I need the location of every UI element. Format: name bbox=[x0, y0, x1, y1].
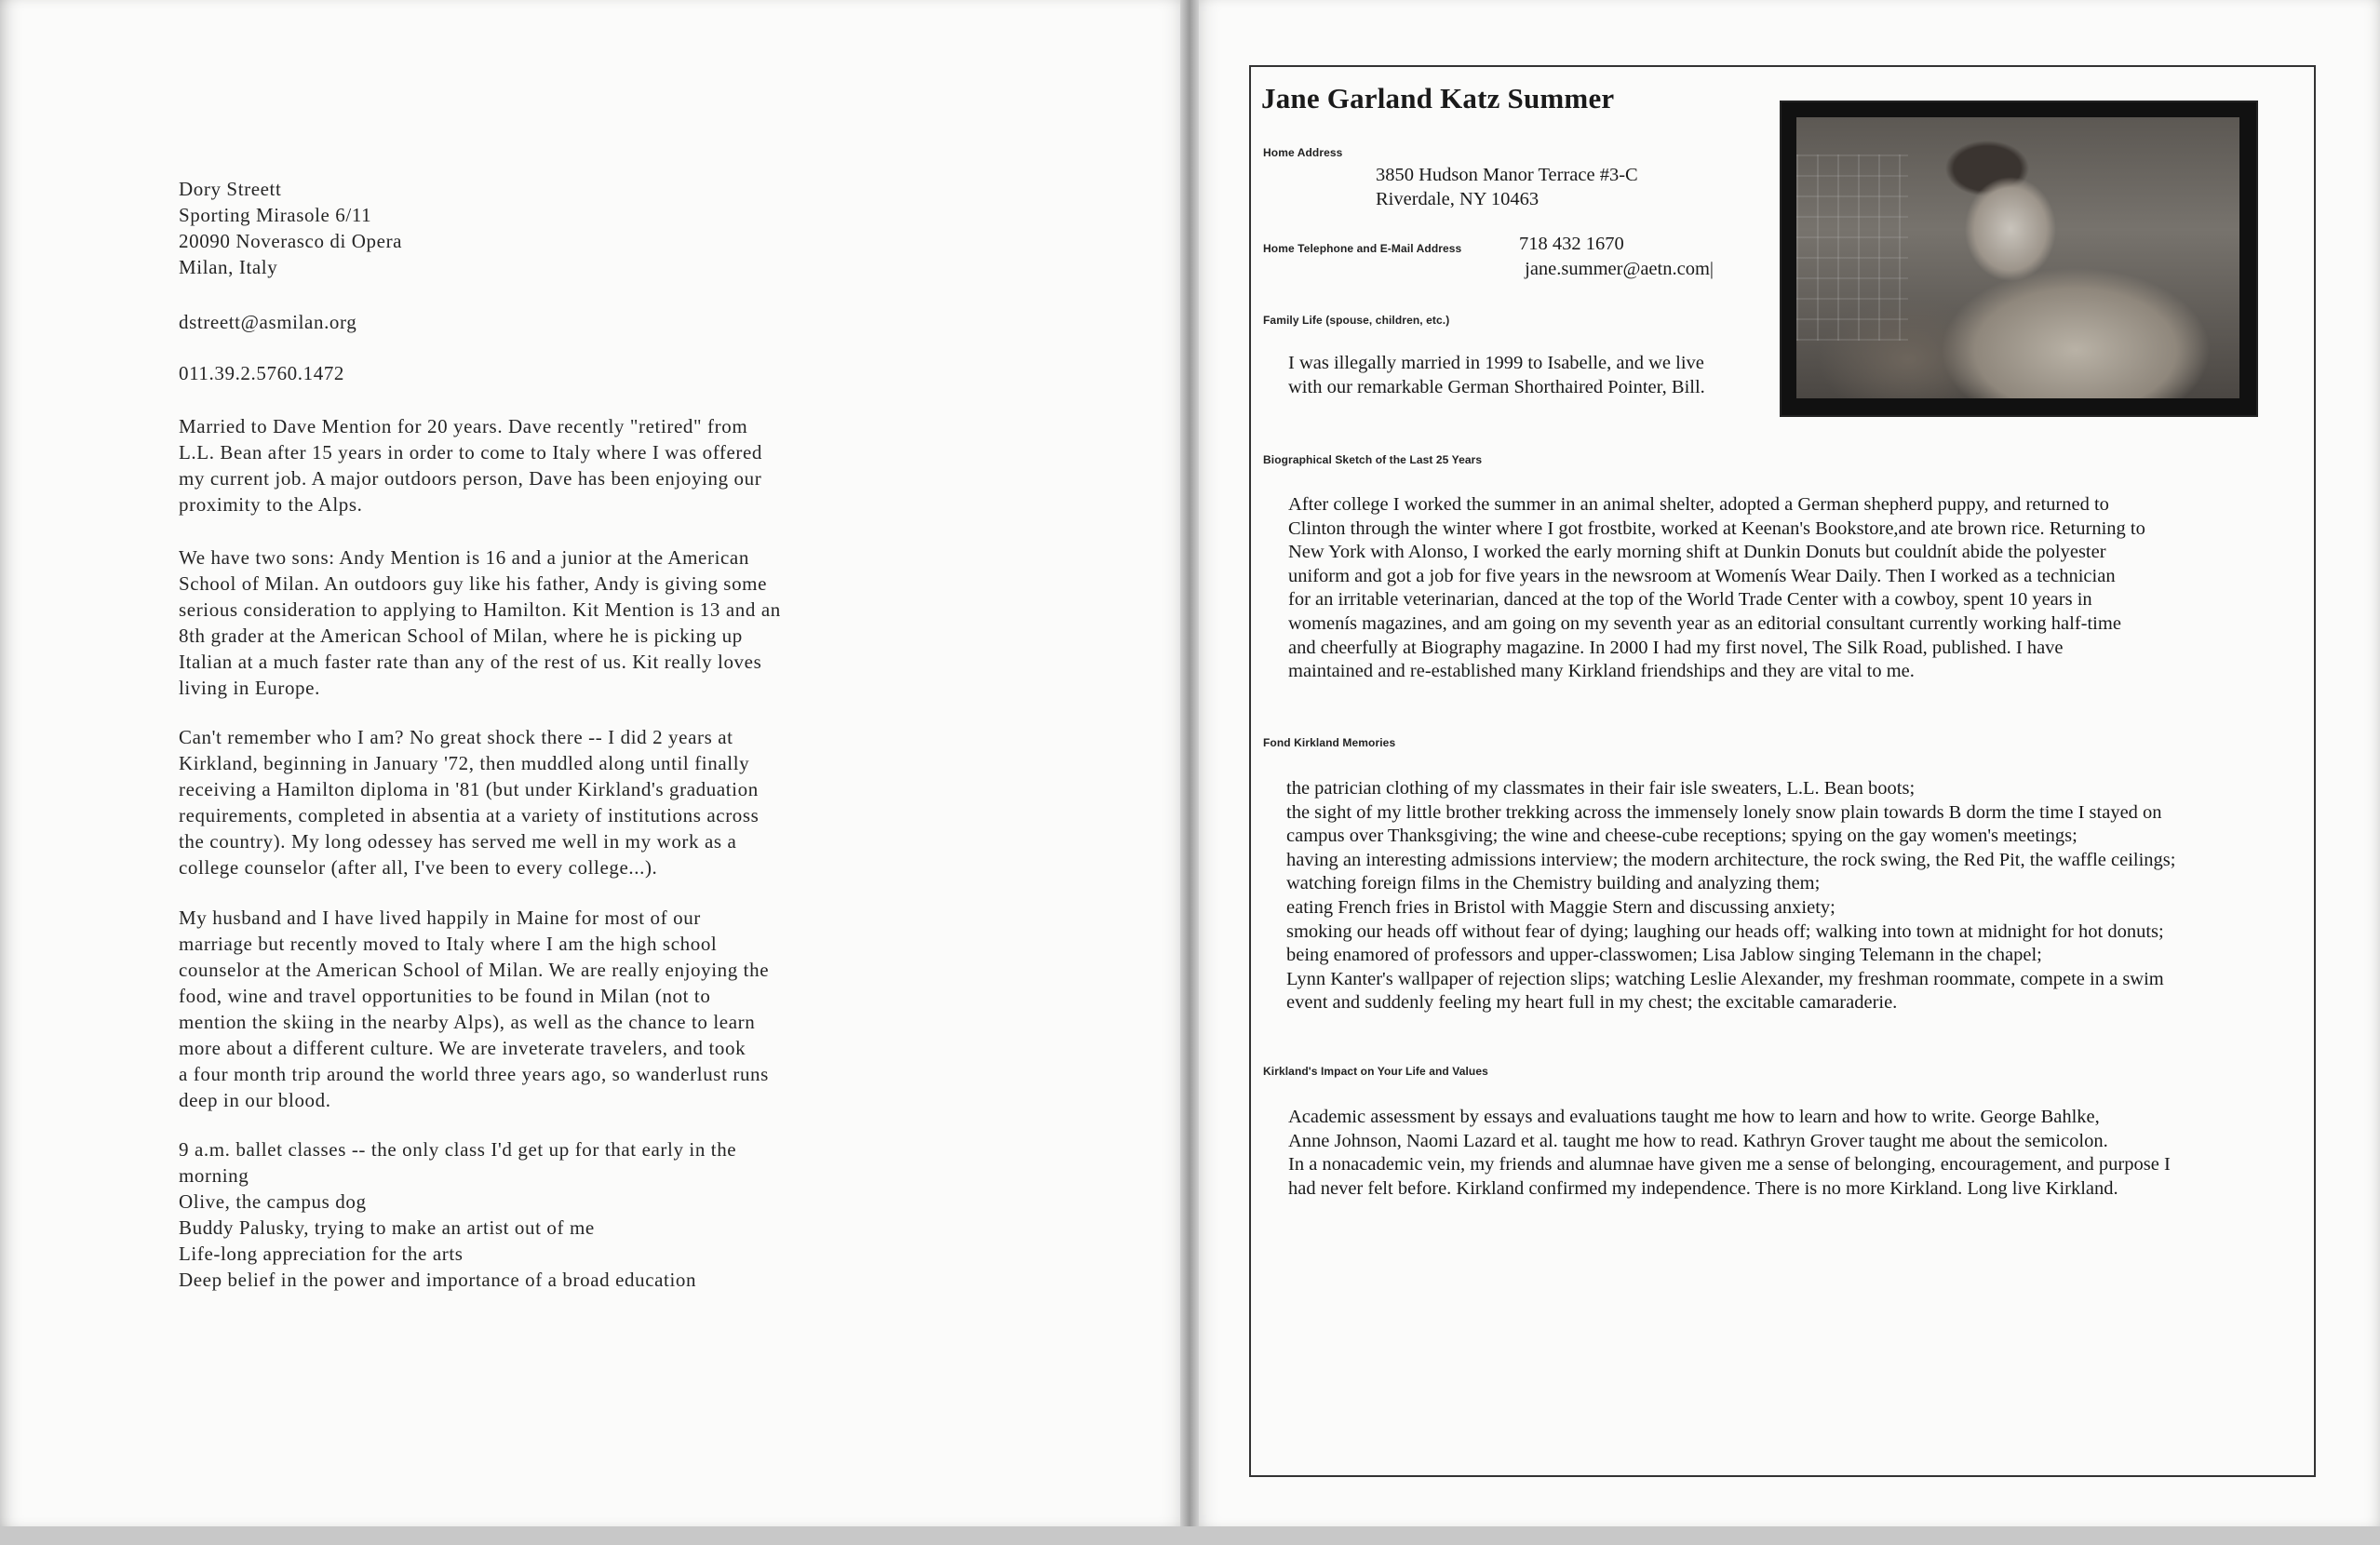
book-gutter bbox=[1180, 0, 1199, 1545]
paragraph-line: We have two sons: Andy Mention is 16 and a junior at the American bbox=[179, 546, 749, 569]
paragraph-line: the country). My long odessey has served me well in my work as a bbox=[179, 830, 737, 853]
paragraph-line: maintained and re-established many Kirkland friendships and they are vital to me. bbox=[1288, 661, 1915, 682]
memory-line: Lynn Kanter's wallpaper of rejection slips; watching Leslie Alexander, my freshman roommate, compete in a swim bbox=[1286, 968, 2164, 989]
memory-line: morning bbox=[179, 1164, 249, 1187]
paragraph-line: receiving a Hamilton diploma in '81 (but under Kirkland's graduation bbox=[179, 778, 759, 800]
memories-text bbox=[1286, 777, 2175, 1015]
paragraph-line: with our remarkable German Shorthaired Pointer, Bill. bbox=[1288, 376, 1705, 397]
email-text: dstreett@asmilan.org bbox=[179, 311, 357, 333]
phone-email-label: Home Telephone and E-Mail Address bbox=[1263, 242, 1462, 255]
paragraph-line: food, wine and travel opportunities to be found in Milan (not to bbox=[179, 985, 711, 1007]
photo-background-cage bbox=[1796, 154, 1908, 341]
address-line: Dory Streett bbox=[179, 178, 282, 200]
paragraph-line: I was illegally married in 1999 to Isabelle, and we live bbox=[1288, 353, 1704, 373]
paragraph-line: serious consideration to applying to Hamilton. Kit Mention is 13 and an bbox=[179, 598, 781, 621]
phone-text: 011.39.2.5760.1472 bbox=[179, 362, 345, 384]
bio-label: Biographical Sketch of the Last 25 Years bbox=[1263, 453, 1483, 466]
paragraph-line: womenís magazines, and am going on my seventh year as an editorial consultant currently working half-time bbox=[1288, 612, 2121, 634]
paragraph-line: 8th grader at the American School of Milan, where he is picking up bbox=[179, 625, 743, 647]
paragraph-line: Clinton through the winter where I got frostbite, worked at Keenan's Bookstore,and ate brown rice. Returning to bbox=[1288, 517, 2145, 539]
paragraph-line: counselor at the American School of Milan. We are really enjoying the bbox=[179, 959, 770, 981]
memory-line: Buddy Palusky, trying to make an artist out of me bbox=[179, 1216, 595, 1239]
paragraph-line: deep in our blood. bbox=[179, 1089, 331, 1111]
impact-text bbox=[1288, 1106, 2171, 1201]
portrait-image bbox=[1796, 117, 2239, 398]
address-line: 3850 Hudson Manor Terrace #3-C bbox=[1376, 165, 1638, 185]
memory-line: watching foreign films in the Chemistry building and analyzing them; bbox=[1286, 873, 1821, 894]
address-line: Sporting Mirasole 6/11 bbox=[179, 204, 372, 226]
paragraph-line: a four month trip around the world three years ago, so wanderlust runs bbox=[179, 1063, 769, 1085]
paragraph-line: New York with Alonso, I worked the early morning shift at Dunkin Donuts but couldnít abide the polyester bbox=[1288, 542, 2106, 563]
paragraph-line: After college I worked the summer in an animal shelter, adopted a German shepherd puppy, and returned to bbox=[1288, 494, 2109, 515]
sons-paragraph bbox=[179, 544, 942, 701]
paragraph-line: requirements, completed in absentia at a variety of institutions across bbox=[179, 804, 760, 826]
history-paragraph bbox=[179, 724, 942, 880]
memory-line: campus over Thanksgiving; the wine and cheese-cube receptions; spying on the gay women's meetings; bbox=[1286, 826, 2077, 847]
paragraph-line: college counselor (after all, I've been to every college...). bbox=[179, 856, 658, 879]
address-line: 20090 Noverasco di Opera bbox=[179, 230, 403, 252]
paragraph-line: My husband and I have lived happily in Maine for most of our bbox=[179, 907, 701, 929]
memory-line: Life-long appreciation for the arts bbox=[179, 1243, 464, 1265]
home-address-label: Home Address bbox=[1263, 146, 1343, 159]
memory-line: having an interesting admissions interview; the modern architecture, the rock swing, the Red Pit, the waffle ceilings; bbox=[1286, 849, 2176, 870]
address-block bbox=[179, 176, 942, 280]
family-life-text bbox=[1288, 352, 1705, 399]
paragraph-line: living in Europe. bbox=[179, 677, 320, 699]
scan-bottom-edge bbox=[0, 1526, 2380, 1545]
maine-paragraph bbox=[179, 905, 942, 1113]
paragraph-line: mention the skiing in the nearby Alps), as well as the chance to learn bbox=[179, 1011, 756, 1033]
paragraph-line: Anne Johnson, Naomi Lazard et al. taught me how to read. Kathryn Grover taught me about the semicolon. bbox=[1288, 1130, 2108, 1151]
paragraph-line: In a nonacademic vein, my friends and alumnae have given me a sense of belonging, encouragement, and purpose I bbox=[1288, 1154, 2171, 1176]
home-email: jane.summer@aetn.com| bbox=[1525, 259, 1714, 279]
profile-name: Jane Garland Katz Summer bbox=[1261, 82, 1615, 114]
paragraph-line: L.L. Bean after 15 years in order to come to Italy where I was offered bbox=[179, 441, 763, 464]
home-phone: 718 432 1670 bbox=[1519, 234, 1624, 254]
memory-line: smoking our heads off without fear of dying; laughing our heads off; walking into town at midnight for hot donuts; bbox=[1286, 920, 2164, 942]
family-paragraph bbox=[179, 413, 942, 517]
memory-line: being enamored of professors and upper-classwomen; Lisa Jablow singing Telemann in the chapel; bbox=[1286, 945, 2042, 966]
family-life-label: Family Life (spouse, children, etc.) bbox=[1263, 314, 1450, 327]
paragraph-line: School of Milan. An outdoors guy like his father, Andy is giving some bbox=[179, 572, 768, 595]
bio-text bbox=[1288, 493, 2145, 684]
memories-label: Fond Kirkland Memories bbox=[1263, 736, 1396, 749]
paragraph-line: Can't remember who I am? No great shock there -- I did 2 years at bbox=[179, 726, 733, 748]
memory-line: 9 a.m. ballet classes -- the only class I'd get up for that early in the bbox=[179, 1138, 737, 1161]
paragraph-line: for an irritable veterinarian, danced at the top of the World Trade Center with a cowboy, spent 10 years in bbox=[1288, 589, 2092, 611]
memory-line: the patrician clothing of my classmates in their fair isle sweaters, L.L. Bean boots; bbox=[1286, 778, 1916, 799]
memory-line: event and suddenly feeling my heart full in my chest; the excitable camaraderie. bbox=[1286, 992, 1898, 1014]
paragraph-line: my current job. A major outdoors person, Dave has been enjoying our bbox=[179, 467, 762, 490]
memory-line: Olive, the campus dog bbox=[179, 1190, 367, 1213]
impact-label: Kirkland's Impact on Your Life and Values bbox=[1263, 1065, 1488, 1078]
paragraph-line: proximity to the Alps. bbox=[179, 493, 363, 516]
paragraph-line: Academic assessment by essays and evaluations taught me how to learn and how to write. George Bahlke, bbox=[1288, 1107, 2100, 1127]
address-line: Riverdale, NY 10463 bbox=[1376, 188, 1540, 209]
paragraph-line: more about a different culture. We are inveterate travelers, and took bbox=[179, 1037, 746, 1059]
paragraph-line: Kirkland, beginning in January '72, then muddled along until finally bbox=[179, 752, 750, 774]
memory-line: Deep belief in the power and importance of a broad education bbox=[179, 1269, 697, 1291]
paragraph-line: Italian at a much faster rate than any of the rest of us. Kit really loves bbox=[179, 651, 762, 673]
paragraph-line: uniform and got a job for five years in the newsroom at Womenís Wear Daily. Then I worked as a technician bbox=[1288, 565, 2116, 586]
address-line: Milan, Italy bbox=[179, 256, 278, 278]
home-address bbox=[1376, 164, 1638, 211]
memory-line: the sight of my little brother trekking across the immensely lonely snow plain towards B dorm the time I stayed on bbox=[1286, 801, 2162, 823]
memory-line: eating French fries in Bristol with Maggie Stern and discussing anxiety; bbox=[1286, 896, 1835, 918]
paragraph-line: Married to Dave Mention for 20 years. Dave recently "retired" from bbox=[179, 415, 748, 437]
paragraph-line: marriage but recently moved to Italy where I am the high school bbox=[179, 933, 718, 955]
memories-list bbox=[179, 1136, 942, 1293]
portrait-photo bbox=[1780, 101, 2258, 417]
paragraph-line: had never felt before. Kirkland confirmed my independence. There is no more Kirkland. Long live Kirkland. bbox=[1288, 1177, 2118, 1199]
paragraph-line: and cheerfully at Biography magazine. In 2000 I had my first novel, The Silk Road, published. I have bbox=[1288, 637, 2064, 658]
